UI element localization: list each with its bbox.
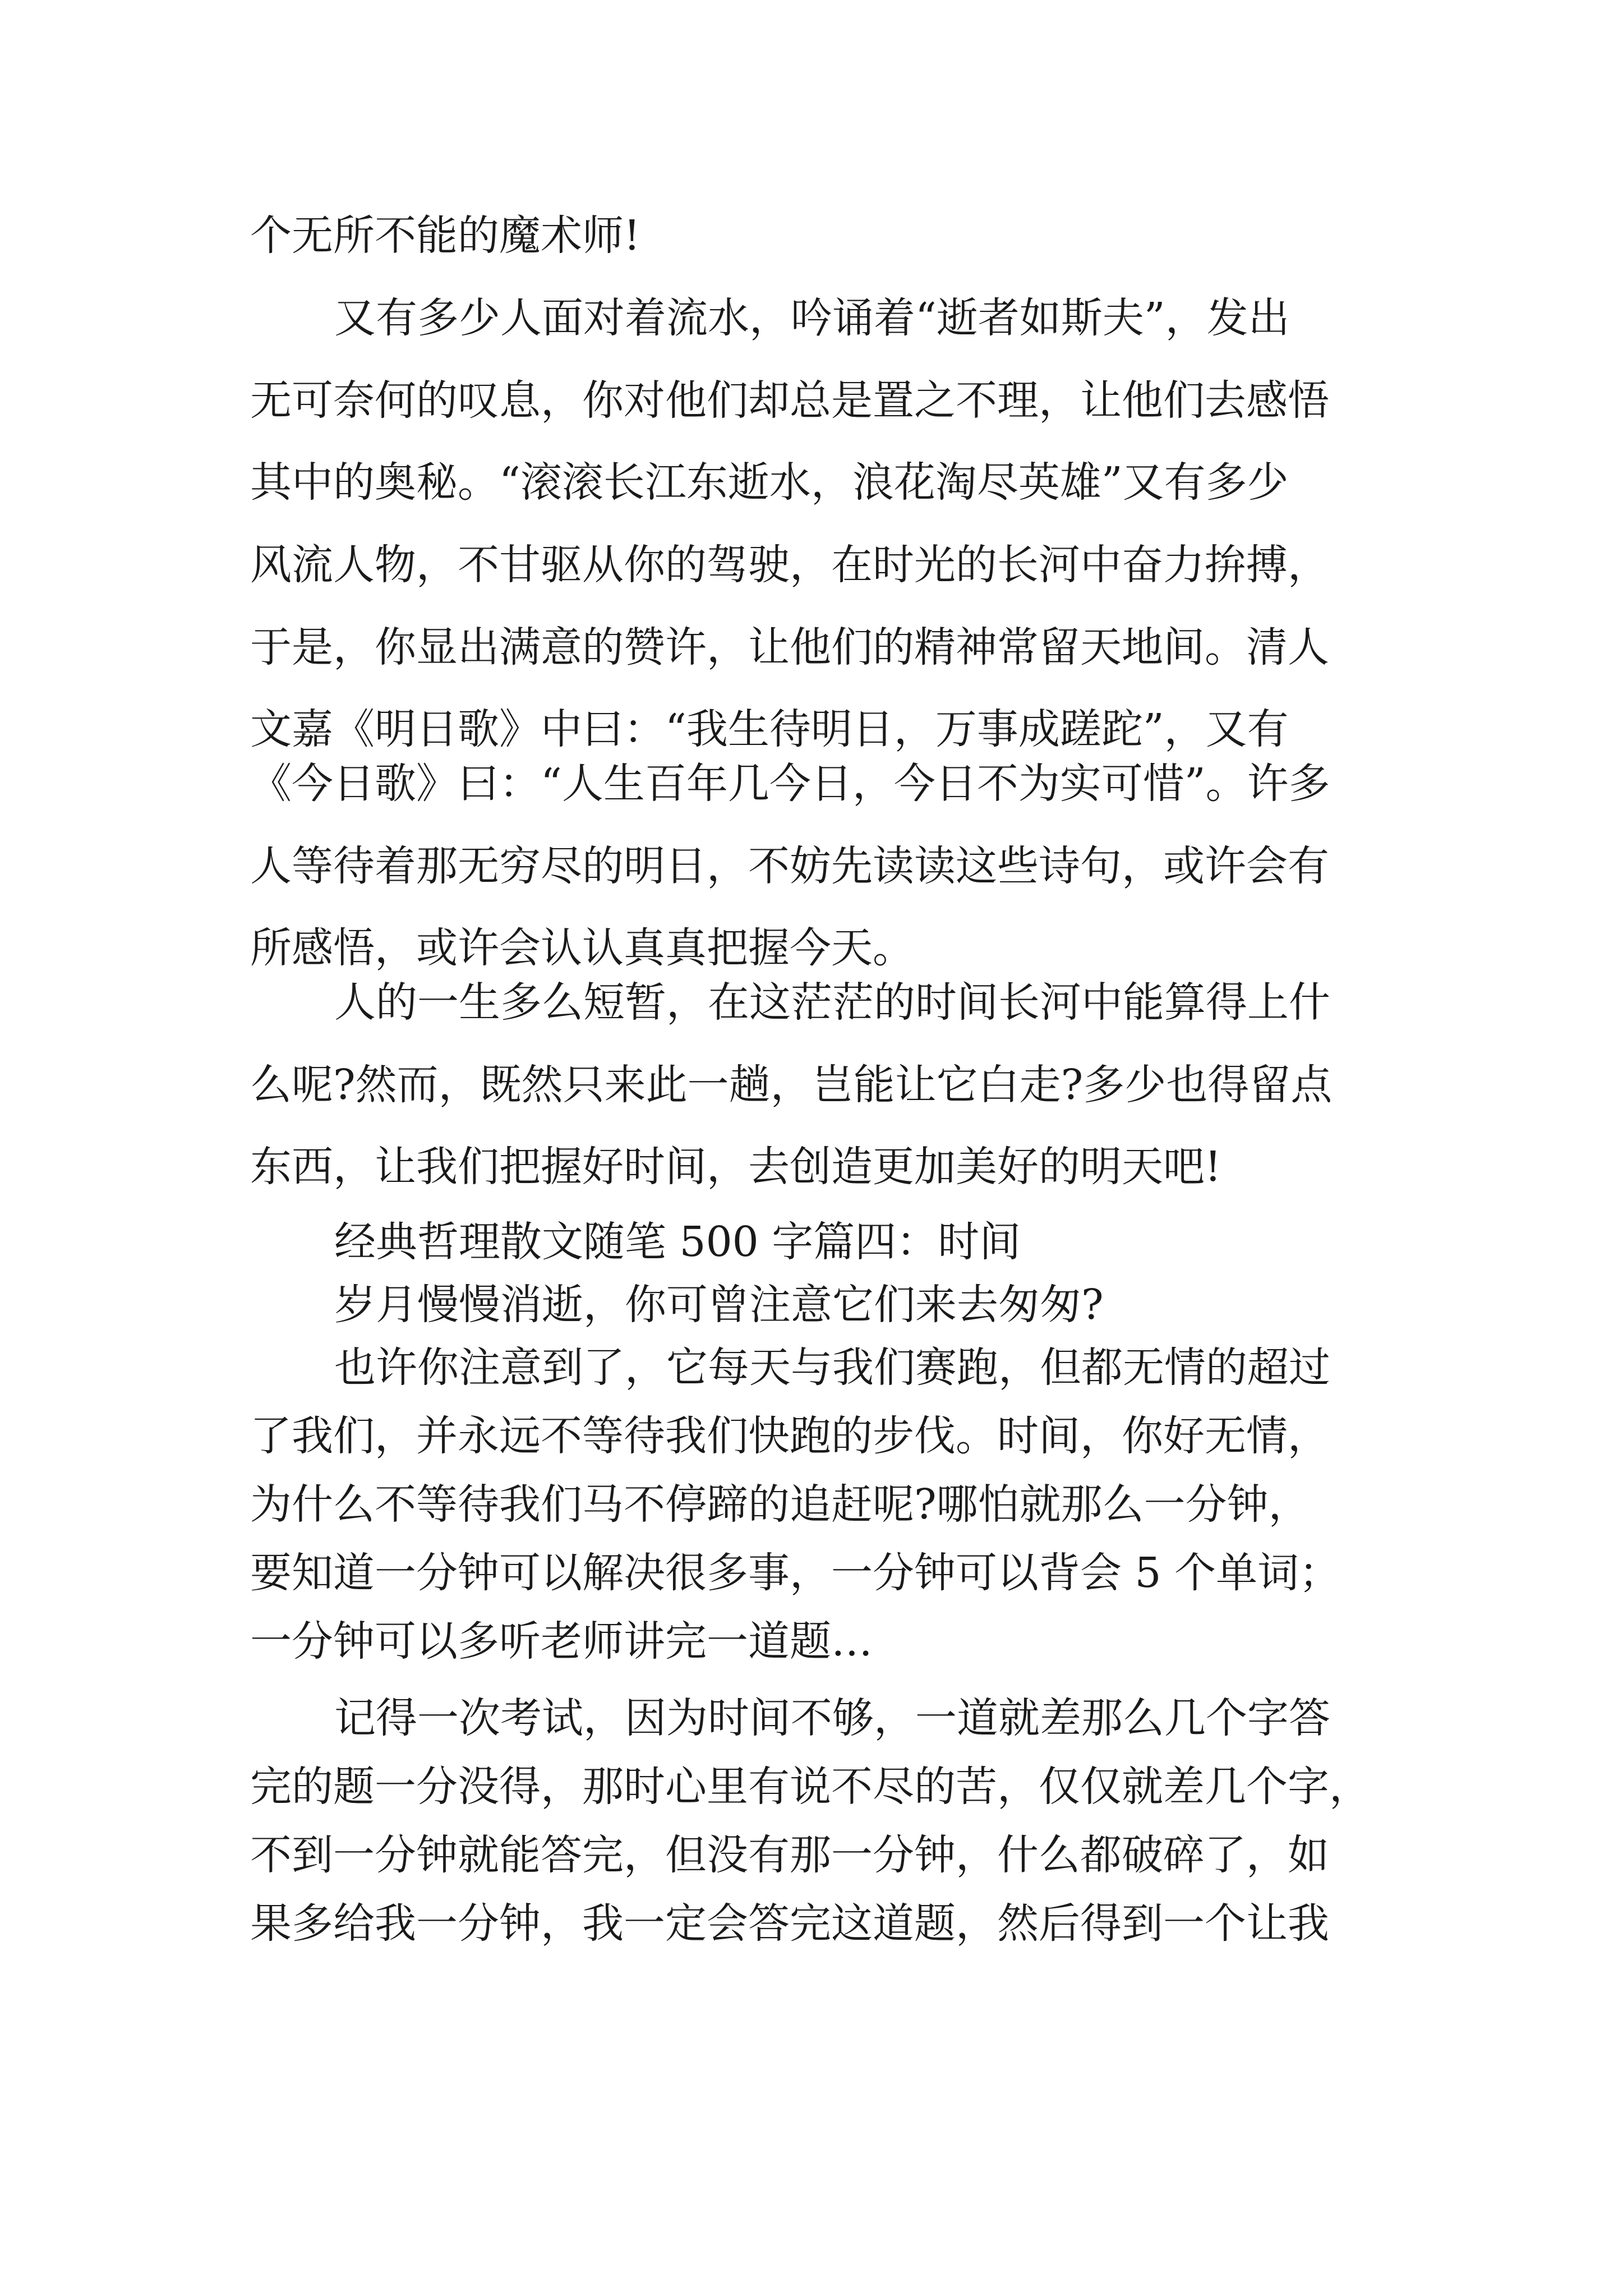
text-line: 完的题一分没得，那时心里有说不尽的苦，仅仅就差几个字，: [250, 1763, 1371, 1811]
text-line: 为什么不等待我们马不停蹄的追赶呢?哪怕就那么一分钟，: [250, 1480, 1310, 1529]
text-line: 又有多少人面对着流水，吟诵着“逝者如斯夫”，发出: [334, 294, 1290, 342]
text-line: 记得一次考试，因为时间不够，一道就差那么几个字答: [334, 1694, 1330, 1742]
text-line: 东西，让我们把握好时间，去创造更加美好的明天吧!: [250, 1143, 1221, 1191]
text-line: 《今日歌》曰：“人生百年几今日，今日不为实可惜”。许多: [250, 760, 1330, 808]
text-line: 也许你注意到了，它每天与我们赛跑，但都无情的超过: [334, 1343, 1330, 1392]
text-line: 人的一生多么短暂，在这茫茫的时间长河中能算得上什: [334, 978, 1330, 1027]
text-line: 一分钟可以多听老师讲完一道题…: [250, 1617, 873, 1665]
text-line: 不到一分钟就能答完，但没有那一分钟，什么都破碎了，如: [250, 1831, 1329, 1879]
text-line: 了我们，并永远不等待我们快跑的步伐。时间，你好无情，: [250, 1412, 1329, 1460]
text-line: 个无所不能的魔术师!: [250, 211, 640, 260]
text-line: 果多给我一分钟，我一定会答完这道题，然后得到一个让我: [250, 1899, 1329, 1948]
text-line: 人等待着那无穷尽的明日，不妨先读读这些诗句，或许会有: [250, 842, 1329, 890]
text-line: 所感悟，或许会认认真真把握今天。: [250, 924, 914, 972]
section-heading: 经典哲理散文随笔 500 字篇四：时间: [334, 1218, 1021, 1266]
text-line: 其中的奥秘。“滚滚长江东逝水，浪花淘尽英雄”又有多少: [250, 458, 1289, 507]
text-line: 文嘉《明日歌》中曰：“我生待明日，万事成蹉跎”，又有: [250, 705, 1289, 753]
text-line: 要知道一分钟可以解决很多事，一分钟可以背会 5 个单词；: [250, 1549, 1341, 1597]
text-line: 么呢?然而，既然只来此一趟，岂能让它白走?多少也得留点: [250, 1061, 1332, 1109]
text-line: 风流人物，不甘驱从你的驾驶，在时光的长河中奋力拚搏，: [250, 541, 1329, 589]
text-line: 岁月慢慢消逝，你可曾注意它们来去匆匆?: [334, 1281, 1104, 1329]
text-line: 于是，你显出满意的赞许，让他们的精神常留天地间。清人: [250, 623, 1329, 671]
text-line: 无可奈何的叹息，你对他们却总是置之不理，让他们去感悟: [250, 376, 1329, 425]
